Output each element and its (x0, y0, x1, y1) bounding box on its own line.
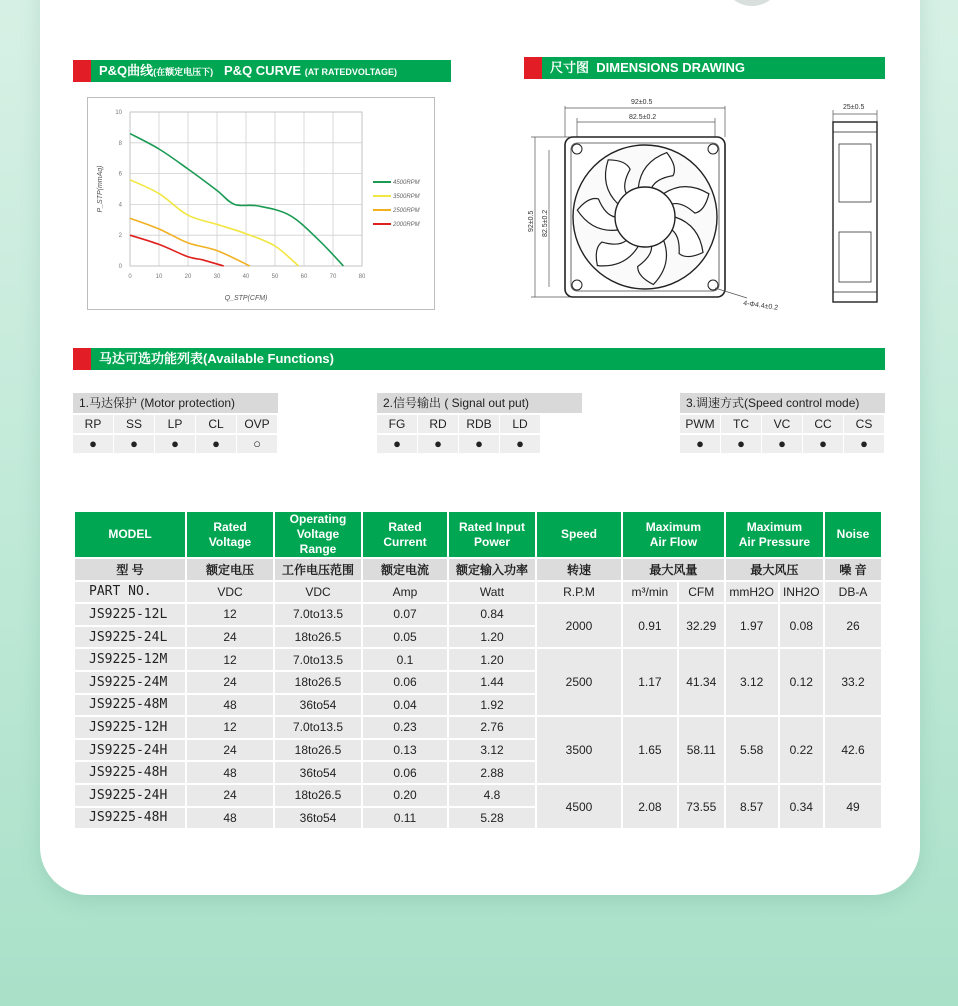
cn-header-cell: 转速 (537, 559, 621, 580)
mmh2o-cell: 3.12 (726, 649, 778, 715)
cn-header-cell: 型 号 (75, 559, 185, 580)
function-availability-mark: ● (459, 435, 500, 453)
function-availability-mark: ● (418, 435, 459, 453)
dimension-drawing (525, 92, 885, 317)
table-cell: 5.28 (449, 808, 535, 829)
table-cell: 48 (187, 695, 273, 716)
functions-title: 马达可选功能列表(Available Functions) (99, 351, 334, 366)
table-cell: 24 (187, 785, 273, 806)
pq-curve-header (73, 60, 451, 82)
y-axis-label: P_STP(mmAq) (97, 165, 104, 213)
cn-header-cell: 额定电流 (363, 559, 447, 580)
table-cell: 1.20 (449, 649, 535, 670)
th-rated-voltage (187, 512, 273, 557)
function-availability-mark: ○ (237, 435, 278, 453)
pq-title-cn-small: (在额定电压下) (153, 67, 214, 77)
x-axis-label: Q_STP(CFM) (224, 295, 268, 302)
th-rated-voltage-text: Rated Voltage (208, 519, 252, 549)
function-code: RDB (459, 415, 500, 433)
m3min-cell: 1.65 (623, 717, 677, 783)
table-cell: 12 (187, 649, 273, 670)
x-tick-label: 0 (128, 274, 132, 280)
inh2o-cell: 0.22 (780, 717, 823, 783)
series-line-2000rpm (130, 235, 224, 266)
function-code: LP (155, 415, 196, 433)
mmh2o-cell: 1.97 (726, 604, 778, 647)
table-cell: 0.05 (363, 627, 447, 648)
unit-cell: DB-A (825, 582, 881, 603)
function-codes-row (377, 415, 582, 433)
table-cell: 18to26.5 (275, 740, 361, 761)
x-tick-label: 10 (155, 274, 163, 280)
table-cell: 7.0to13.5 (275, 649, 361, 670)
dim-title-cn: 尺寸图 (550, 60, 590, 75)
x-tick-label: 30 (213, 274, 221, 280)
y-tick-label: 8 (118, 140, 122, 147)
th-operating-voltage-text: Operating Voltage Range (289, 512, 347, 556)
function-availability-mark: ● (680, 435, 721, 453)
function-code: PWM (680, 415, 721, 433)
legend-label: 2500RPM (393, 208, 420, 214)
th-air-flow (623, 512, 724, 557)
speed-cell: 3500 (537, 717, 621, 783)
th-rated-current-text: Rated Current (383, 519, 427, 549)
dimensions-header (524, 57, 885, 79)
label-outer-height: 92±0.5 (528, 210, 535, 232)
series-line-3500rpm (130, 180, 299, 266)
table-cell: 3.12 (449, 740, 535, 761)
x-tick-label: 70 (329, 274, 337, 280)
table-cell: 0.84 (449, 604, 535, 625)
table-cell: 0.04 (363, 695, 447, 716)
function-marks-row (73, 435, 278, 453)
table-cell: 2.76 (449, 717, 535, 738)
function-code: VC (762, 415, 803, 433)
part-number-cell: JS9225-24H (75, 740, 185, 761)
function-group-title: 1.马达保护 (Motor protection) (73, 393, 278, 413)
unit-cell: CFM (679, 582, 724, 603)
th-model: MODEL (75, 512, 185, 557)
x-tick-label: 60 (300, 274, 308, 280)
function-availability-mark: ● (762, 435, 803, 453)
function-availability-mark: ● (155, 435, 196, 453)
spec-table-body (75, 559, 881, 828)
part-number-cell: JS9225-24H (75, 785, 185, 806)
table-cell: 18to26.5 (275, 672, 361, 693)
table-cell: 1.44 (449, 672, 535, 693)
cn-header-cell: 工作电压范围 (275, 559, 361, 580)
speed-cell: 2500 (537, 649, 621, 715)
function-group-2 (377, 393, 582, 453)
function-code: CS (844, 415, 885, 433)
unit-cell: INH2O (780, 582, 823, 603)
cn-header-cell: 最大风压 (726, 559, 823, 580)
noise-cell: 42.6 (825, 717, 881, 783)
part-number-cell: JS9225-12M (75, 649, 185, 670)
label-thickness: 25±0.5 (843, 104, 865, 111)
table-row (75, 717, 881, 738)
cn-header-cell: 额定电压 (187, 559, 273, 580)
table-cell: 18to26.5 (275, 785, 361, 806)
mmh2o-cell: 5.58 (726, 717, 778, 783)
unit-cell: mmH2O (726, 582, 778, 603)
table-cell: 0.06 (363, 762, 447, 783)
function-code: CL (196, 415, 237, 433)
th-noise: Noise (825, 512, 881, 557)
table-cell: 36to54 (275, 762, 361, 783)
table-cell: 1.92 (449, 695, 535, 716)
x-tick-label: 50 (271, 274, 279, 280)
function-codes-row (680, 415, 885, 433)
function-marks-row (377, 435, 582, 453)
function-availability-mark: ● (377, 435, 418, 453)
function-code: RP (73, 415, 114, 433)
part-number-cell: JS9225-48H (75, 762, 185, 783)
y-tick-label: 0 (118, 264, 122, 270)
table-cell: 24 (187, 672, 273, 693)
table-cell: 0.13 (363, 740, 447, 761)
function-code: TC (721, 415, 762, 433)
table-row (75, 604, 881, 625)
legend-label: 4500RPM (393, 180, 420, 186)
table-cell: 1.20 (449, 627, 535, 648)
part-number-cell: JS9225-48M (75, 695, 185, 716)
pq-title-en: P&Q CURVE (224, 63, 302, 78)
label-holes: 4-Φ4.4±0.2 (742, 300, 779, 312)
function-code: SS (114, 415, 155, 433)
m3min-cell: 0.91 (623, 604, 677, 647)
table-cell: 12 (187, 717, 273, 738)
table-cell: 0.1 (363, 649, 447, 670)
part-number-cell: JS9225-12L (75, 604, 185, 625)
fan-hub (615, 187, 675, 247)
mount-hole (572, 144, 582, 154)
label-outer-width: 92±0.5 (631, 99, 653, 106)
unit-cell: VDC (187, 582, 273, 603)
table-cell: 12 (187, 604, 273, 625)
functions-header (73, 348, 885, 370)
function-codes-row (73, 415, 278, 433)
speed-cell: 4500 (537, 785, 621, 828)
function-group-title: 3.调速方式(Speed control mode) (680, 393, 885, 413)
function-group-1 (73, 393, 278, 453)
y-tick-label: 6 (118, 171, 122, 178)
table-cell: 4.8 (449, 785, 535, 806)
function-availability-mark: ● (844, 435, 885, 453)
function-availability-mark: ● (196, 435, 237, 453)
table-header-row (75, 512, 881, 557)
table-cell: 36to54 (275, 808, 361, 829)
unit-cell: Watt (449, 582, 535, 603)
table-cell: 48 (187, 762, 273, 783)
function-availability-mark: ● (73, 435, 114, 453)
table-cell: 18to26.5 (275, 627, 361, 648)
y-tick-label: 4 (118, 202, 122, 209)
unit-cell: PART NO. (75, 582, 185, 603)
series-line-2500rpm (130, 218, 250, 266)
table-units-row (75, 582, 881, 603)
th-rated-power (449, 512, 535, 557)
function-code: FG (377, 415, 418, 433)
function-code: OVP (237, 415, 278, 433)
cfm-cell: 58.11 (679, 717, 724, 783)
cn-header-cell: 额定输入功率 (449, 559, 535, 580)
inh2o-cell: 0.34 (780, 785, 823, 828)
x-tick-label: 40 (242, 274, 250, 280)
cn-header-cell: 噪 音 (825, 559, 881, 580)
y-tick-label: 2 (118, 233, 122, 240)
pq-title-en-small: (AT RATEDVOLTAGE) (304, 67, 398, 77)
function-group-title: 2.信号输出 ( Signal out put) (377, 393, 582, 413)
unit-cell: m³/min (623, 582, 677, 603)
y-tick-label: 10 (115, 110, 122, 116)
function-availability-mark: ● (500, 435, 541, 453)
dimension-svg (525, 92, 885, 317)
table-cell: 0.07 (363, 604, 447, 625)
th-speed: Speed (537, 512, 621, 557)
unit-cell: Amp (363, 582, 447, 603)
unit-cell: R.P.M (537, 582, 621, 603)
table-cell: 0.23 (363, 717, 447, 738)
table-cell: 48 (187, 808, 273, 829)
legend-label: 3500RPM (393, 194, 420, 200)
th-air-flow-text: Maximum Air Flow (645, 519, 702, 549)
legend-label: 2000RPM (393, 222, 420, 228)
th-rated-power-text: Rated Input Power (459, 519, 525, 549)
function-availability-mark: ● (803, 435, 844, 453)
th-operating-voltage (275, 512, 361, 557)
m3min-cell: 1.17 (623, 649, 677, 715)
pq-curve-chart (87, 97, 435, 310)
unit-cell: VDC (275, 582, 361, 603)
label-hole-width: 82.5±0.2 (629, 114, 657, 121)
function-group-3 (680, 393, 885, 453)
inh2o-cell: 0.12 (780, 649, 823, 715)
pq-chart-svg (88, 98, 436, 311)
function-code: LD (500, 415, 541, 433)
cfm-cell: 73.55 (679, 785, 724, 828)
m3min-cell: 2.08 (623, 785, 677, 828)
th-air-pressure-text: Maximum Air Pressure (738, 519, 811, 549)
part-number-cell: JS9225-24M (75, 672, 185, 693)
speed-cell: 2000 (537, 604, 621, 647)
table-row (75, 785, 881, 806)
table-cell: 7.0to13.5 (275, 717, 361, 738)
inh2o-cell: 0.08 (780, 604, 823, 647)
function-code: RD (418, 415, 459, 433)
pq-title-cn: P&Q曲线 (99, 63, 154, 78)
spec-table (73, 510, 883, 830)
table-cell: 0.20 (363, 785, 447, 806)
noise-cell: 26 (825, 604, 881, 647)
x-tick-label: 20 (184, 274, 192, 280)
mount-hole (572, 280, 582, 290)
cn-header-cell: 最大风量 (623, 559, 724, 580)
table-cell: 36to54 (275, 695, 361, 716)
noise-cell: 49 (825, 785, 881, 828)
noise-cell: 33.2 (825, 649, 881, 715)
function-marks-row (680, 435, 885, 453)
mmh2o-cell: 8.57 (726, 785, 778, 828)
cfm-cell: 32.29 (679, 604, 724, 647)
x-tick-label: 80 (358, 274, 366, 280)
table-row (75, 649, 881, 670)
part-number-cell: JS9225-24L (75, 627, 185, 648)
table-cell: 0.06 (363, 672, 447, 693)
table-cell: 0.11 (363, 808, 447, 829)
table-cell: 2.88 (449, 762, 535, 783)
table-cell: 24 (187, 627, 273, 648)
label-hole-height: 82.5±0.2 (542, 209, 549, 237)
fan-side-view (833, 122, 877, 302)
dim-title-en: DIMENSIONS DRAWING (596, 60, 746, 75)
cfm-cell: 41.34 (679, 649, 724, 715)
th-rated-current (363, 512, 447, 557)
mount-hole (708, 144, 718, 154)
function-code: CC (803, 415, 844, 433)
function-availability-mark: ● (114, 435, 155, 453)
table-cell: 7.0to13.5 (275, 604, 361, 625)
table-cn-header-row (75, 559, 881, 580)
th-air-pressure (726, 512, 823, 557)
part-number-cell: JS9225-48H (75, 808, 185, 829)
table-cell: 24 (187, 740, 273, 761)
part-number-cell: JS9225-12H (75, 717, 185, 738)
function-availability-mark: ● (721, 435, 762, 453)
